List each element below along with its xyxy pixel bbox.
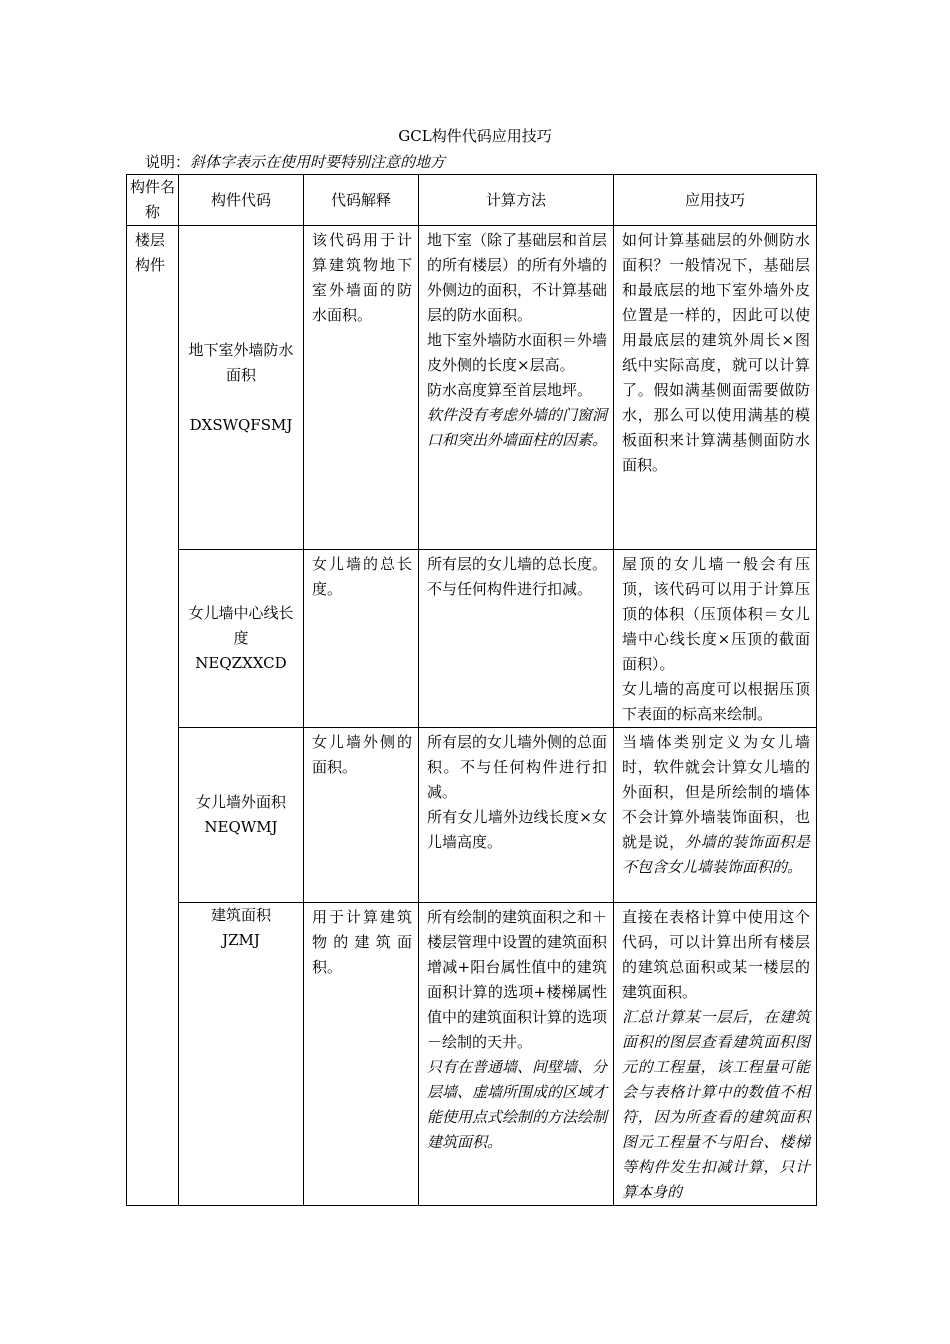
- tips-text-emphasis: 外墙的装饰面积是不包含女儿墙装饰面积的。: [622, 833, 810, 876]
- tips-cell: [614, 728, 817, 903]
- method-paragraph-emphasis: 软件没有考虑外墙的门窗洞口和突出外墙面柱的因素。: [427, 406, 608, 449]
- method-cell: [419, 903, 614, 1206]
- component-name: 地下室外墙防水面积: [188, 340, 294, 384]
- document-title: GCL构件代码应用技巧: [398, 127, 552, 145]
- note-line: [145, 151, 445, 172]
- header-tips: 应用技巧: [614, 175, 817, 226]
- explanation-cell: 用于计算建筑物的建筑面积。: [304, 903, 419, 1206]
- category-cell: 楼层构件: [127, 226, 179, 1206]
- component-code: NEQZXXCD: [195, 654, 287, 672]
- tips-cell: [614, 226, 817, 550]
- method-cell: [419, 550, 614, 728]
- code-cell: [179, 728, 304, 903]
- method-paragraph: 地下室外墙防水面积＝外墙皮外侧的长度×层高。: [427, 331, 608, 374]
- explanation-cell: 女儿墙外侧的面积。: [304, 728, 419, 903]
- tips-paragraph-emphasis: 汇总计算某一层后，在建筑面积的图层查看建筑面积图元的工程量，该工程量可能会与表格计算中的数值不相符，因为所查看的建筑面积图元工程量不与阳台、楼梯等构件发生扣减计算，只计算本身的: [622, 1008, 810, 1201]
- tips-text: 当墙体类别定义为女儿墙时，软件就会计算女儿墙的外面积，但是所绘制的墙体不会计算外墙装饰面积，也就是说，: [622, 733, 810, 851]
- component-code: JZMJ: [222, 931, 260, 949]
- table-row: [127, 903, 817, 1206]
- method-paragraph: 地下室（除了基础层和首层的所有楼层）的所有外墙的外侧边的面积，不计算基础层的防水面积。: [427, 231, 608, 324]
- method-cell: [419, 728, 614, 903]
- component-name: 女儿墙中心线长度: [188, 604, 294, 647]
- header-category: 构件名称: [127, 175, 179, 226]
- method-paragraph: 所有绘制的建筑面积之和＋楼层管理中设置的建筑面积增减+阳台属性值中的建筑面积计算的选项+楼梯属性值中的建筑面积计算的选项－绘制的天井。: [427, 908, 608, 1051]
- tips-paragraph: 女儿墙的高度可以根据压顶下表面的标高来绘制。: [622, 680, 810, 723]
- header-method: 计算方法: [419, 175, 614, 226]
- header-explanation: 代码解释: [304, 175, 419, 226]
- method-cell: [419, 226, 614, 550]
- component-code-table: [126, 174, 817, 1206]
- method-paragraph: 防水高度算至首层地坪。: [427, 381, 593, 399]
- method-paragraph: 所有层的女儿墙外侧的总面积。不与任何构件进行扣减。: [427, 733, 608, 801]
- tips-paragraph: [622, 730, 810, 880]
- tips-paragraph: 直接在表格计算中使用这个代码，可以计算出所有楼层的建筑总面积或某一楼层的建筑面积。: [622, 908, 810, 1001]
- code-cell: [179, 226, 304, 550]
- tips-paragraph: 屋顶的女儿墙一般会有压顶，该代码可以用于计算压顶的体积（压顶体积＝女儿墙中心线长度×压顶的截面面积）。: [622, 555, 810, 673]
- explanation-cell: 女儿墙的总长度。: [304, 550, 419, 728]
- method-paragraph: 所有层的女儿墙的总长度。不与任何构件进行扣减。: [427, 555, 608, 598]
- header-row: [127, 175, 817, 226]
- component-code: DXSWQFSMJ: [189, 415, 293, 434]
- table-row: [127, 728, 817, 903]
- tips-cell: [614, 550, 817, 728]
- component-name: 女儿墙外面积: [195, 793, 286, 811]
- method-paragraph-emphasis: 只有在普通墙、间壁墙、分层墙、虚墙所围成的区域才能使用点式绘制的方法绘制建筑面积。: [427, 1058, 608, 1151]
- component-code: NEQWMJ: [204, 818, 278, 836]
- code-cell: [179, 903, 304, 1206]
- code-cell: [179, 550, 304, 728]
- note-text: 斜体字表示在使用时要特别注意的地方: [190, 153, 446, 171]
- explanation-cell: 该代码用于计算建筑物地下室外墙面的防水面积。: [304, 226, 419, 550]
- component-name: 建筑面积: [210, 906, 271, 924]
- table-row: [127, 226, 817, 550]
- method-paragraph: 所有女儿墙外边线长度×女儿墙高度。: [427, 808, 607, 851]
- note-prefix: 说明：: [145, 153, 191, 171]
- tips-paragraph: 如何计算基础层的外侧防水面积？一般情况下，基础层和最底层的地下室外墙外皮位置是一样的，因此可以使用最底层的建筑外周长×图纸中实际高度，就可以计算了。假如满基侧面需要做防水，那么可以使用满基的模板面积来计算满基侧面防水面积。: [622, 231, 810, 474]
- header-code: 构件代码: [179, 175, 304, 226]
- table-row: [127, 550, 817, 728]
- tips-cell: [614, 903, 817, 1206]
